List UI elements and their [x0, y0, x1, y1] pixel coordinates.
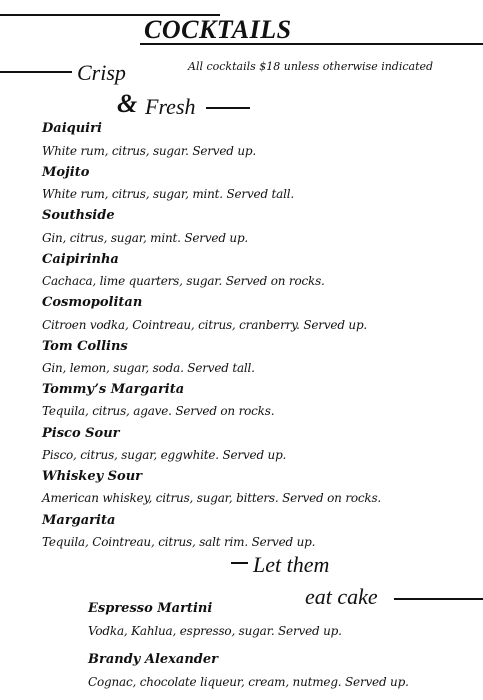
cocktail-name: Cosmopolitan: [42, 295, 143, 310]
cocktail-name: Margarita: [42, 513, 116, 528]
dessert-cocktail-name: Espresso Martini: [88, 601, 213, 616]
cocktail-name: Caipirinha: [42, 252, 119, 267]
cocktail-description: Tequila, citrus, agave. Served on rocks.: [42, 404, 275, 418]
page-title: COCKTAILS: [144, 15, 292, 44]
section-heading-fresh: Fresh: [145, 94, 196, 119]
cocktail-name: Southside: [42, 208, 115, 223]
cocktail-name: Daiquiri: [42, 121, 102, 136]
cocktail-description: Pisco, citrus, sugar, eggwhite. Served up.: [42, 448, 287, 462]
let-them-dash: [231, 562, 248, 564]
dessert-cocktail-description: Vodka, Kahlua, espresso, sugar. Served up.: [88, 624, 342, 638]
price-note: All cocktails $18 unless otherwise indicated: [188, 60, 434, 73]
section-heading-let-them: Let them: [253, 552, 330, 577]
cocktail-description: Citroen vodka, Cointreau, citrus, cranberry. Served up.: [42, 318, 368, 332]
cocktail-description: White rum, citrus, sugar, mint. Served tall.: [42, 187, 295, 201]
cocktail-name: Mojito: [42, 165, 90, 180]
section-heading-eat-cake: eat cake: [305, 584, 378, 609]
cocktail-name: Tom Collins: [42, 339, 128, 354]
section-heading-crisp: Crisp: [77, 60, 126, 85]
cocktail-description: American whiskey, citrus, sugar, bitters. Served on rocks.: [42, 491, 382, 505]
cocktail-description: White rum, citrus, sugar. Served up.: [42, 144, 256, 158]
cocktail-name: Tommy’s Margarita: [42, 382, 185, 397]
eat-cake-rule: [394, 598, 483, 600]
cocktail-description: Gin, lemon, sugar, soda. Served tall.: [42, 361, 255, 375]
fresh-rule: [206, 107, 250, 109]
cocktail-name: Pisco Sour: [42, 426, 120, 441]
dessert-cocktail-description: Cognac, chocolate liqueur, cream, nutmeg. Served up.: [88, 675, 409, 689]
cocktail-name: Whiskey Sour: [42, 469, 143, 484]
crisp-rule: [0, 71, 72, 73]
cocktail-description: Gin, citrus, sugar, mint. Served up.: [42, 231, 249, 245]
dessert-cocktail-name: Brandy Alexander: [88, 652, 219, 667]
cocktail-description: Tequila, Cointreau, citrus, salt rim. Served up.: [42, 535, 316, 549]
section-heading-amp: &: [117, 89, 138, 118]
cocktail-description: Cachaca, lime quarters, sugar. Served on rocks.: [42, 274, 325, 288]
